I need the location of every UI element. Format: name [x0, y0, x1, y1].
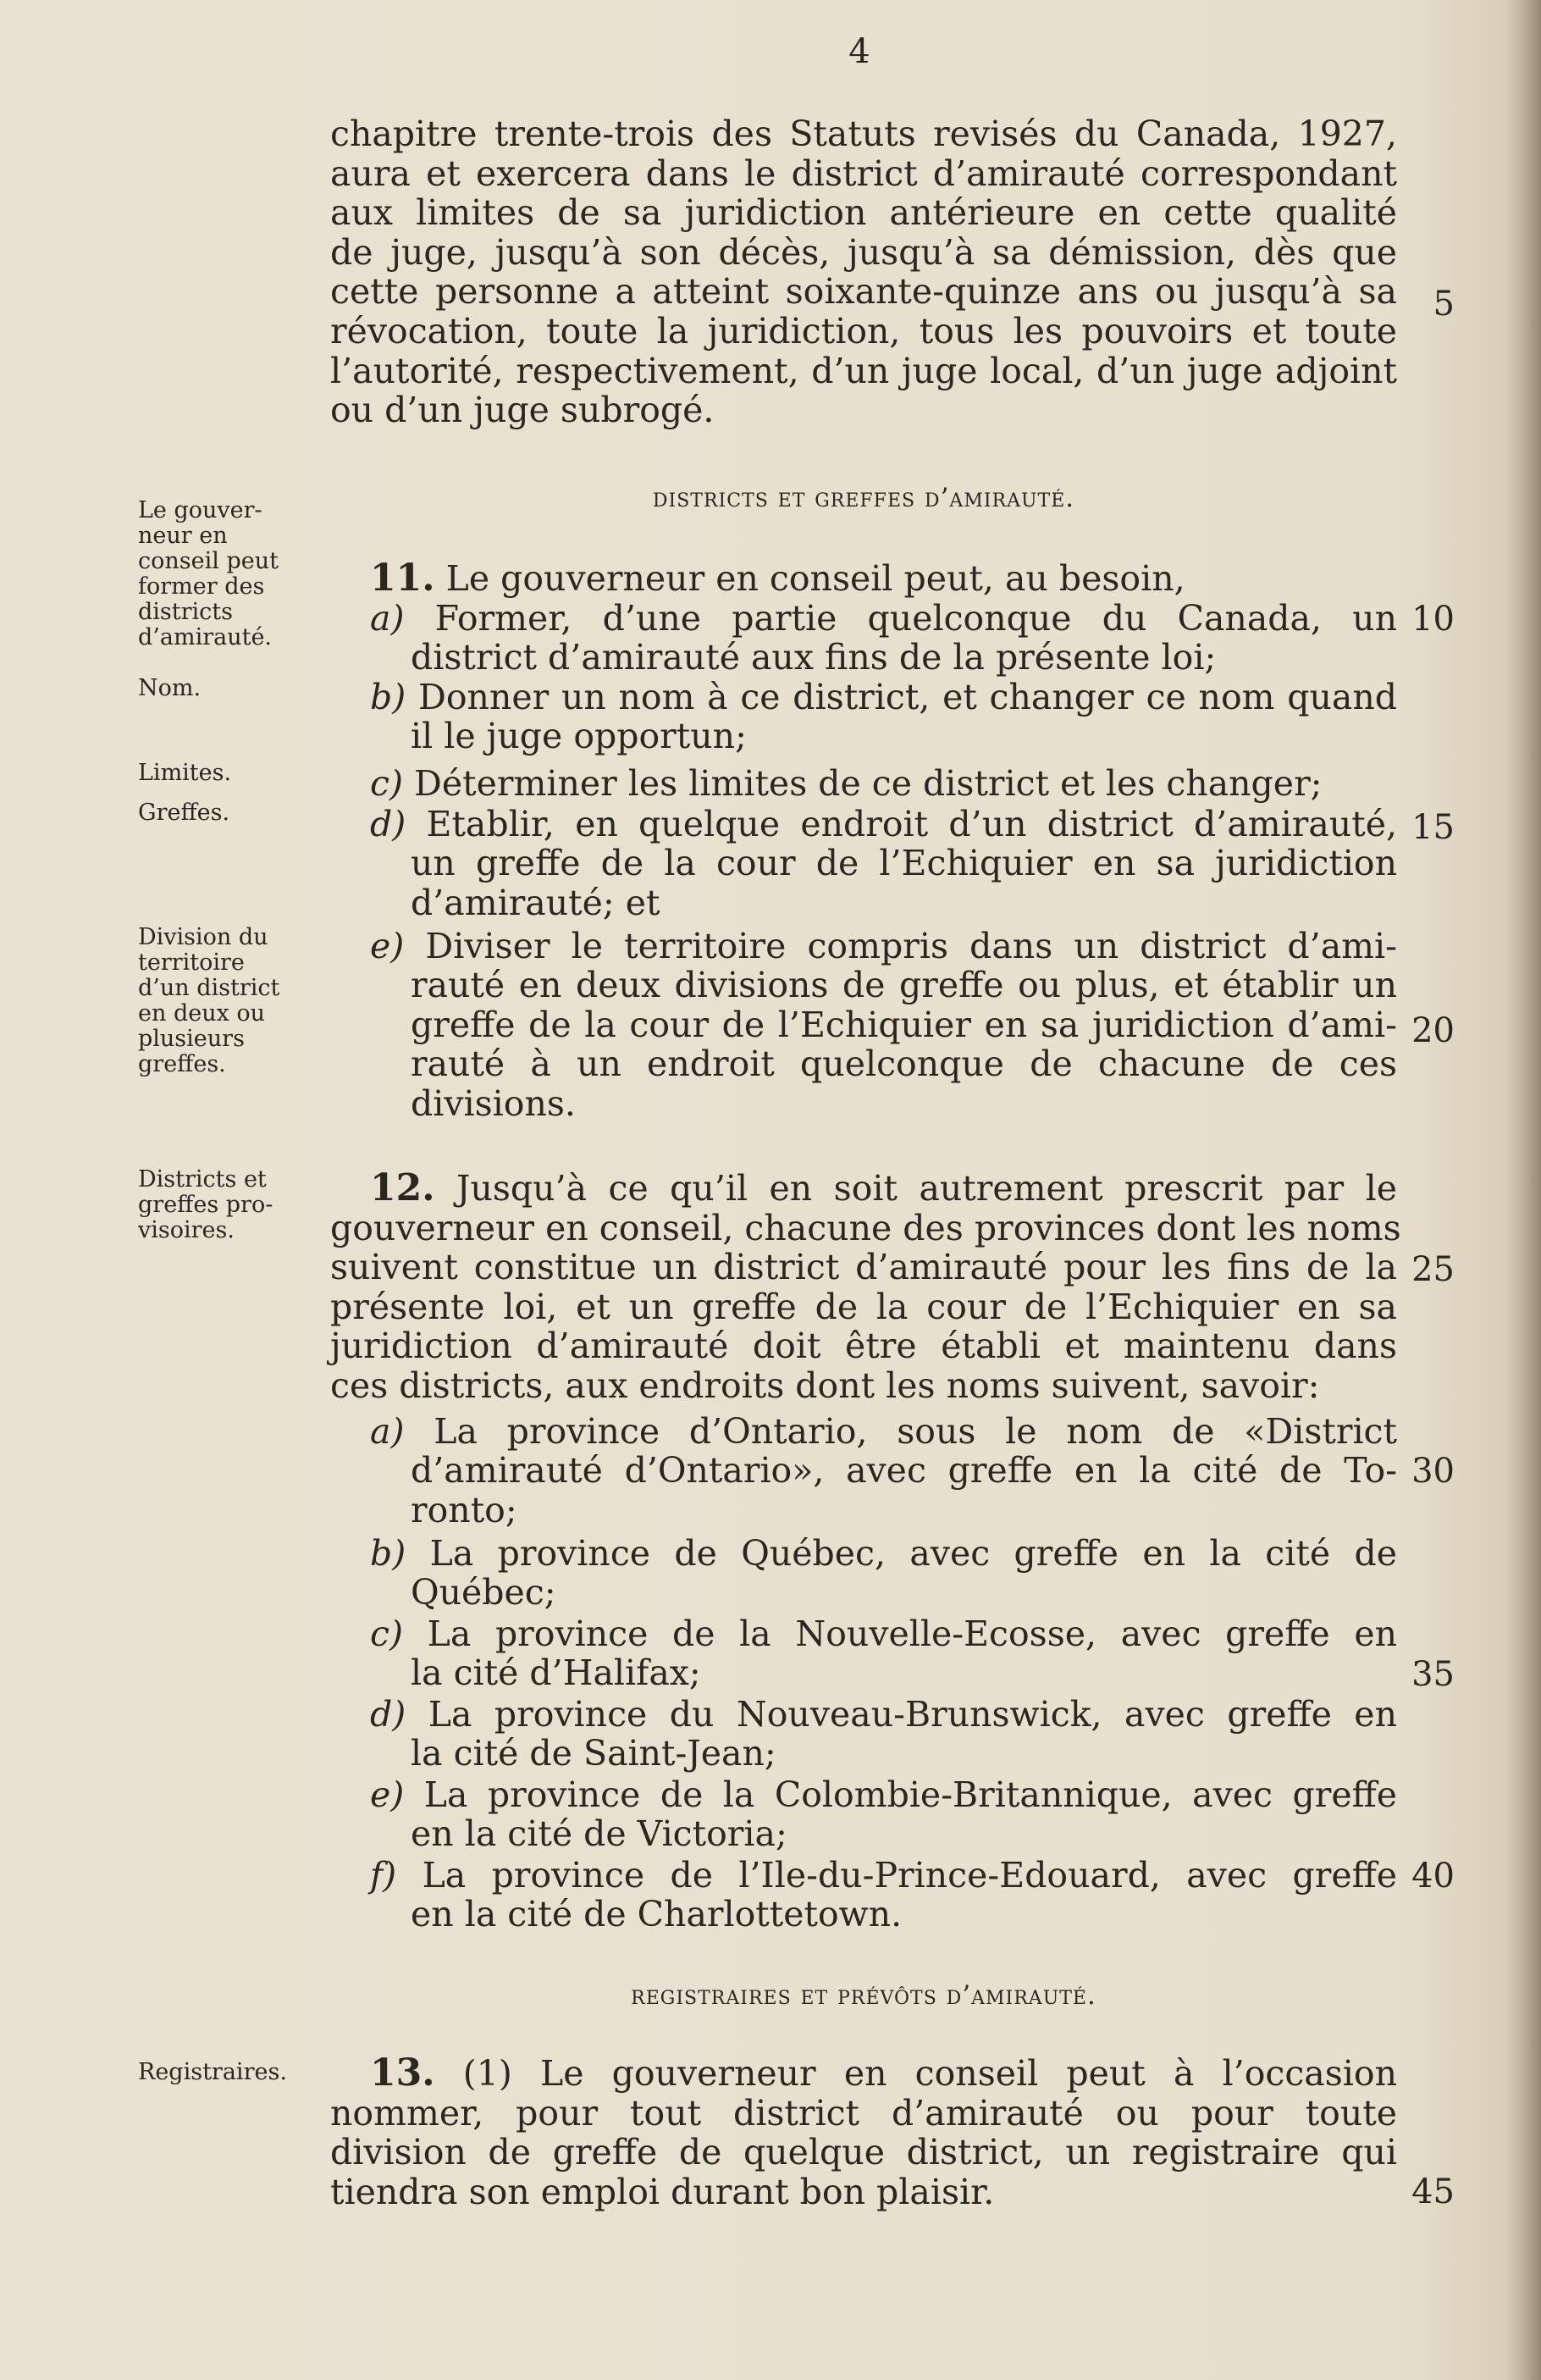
line-number: 5 — [1433, 285, 1455, 324]
page-edge-shadow — [1507, 0, 1541, 2380]
top-paragraph — [330, 114, 1397, 430]
section-number: 13. — [370, 2051, 435, 2095]
section-heading-registraires: registraires et prévôts d’amirauté. — [631, 1980, 1096, 2011]
text-line: ou d’un juge subrogé. — [330, 390, 715, 431]
line-number: 45 — [1411, 2172, 1455, 2211]
line-number: 40 — [1411, 1857, 1455, 1896]
section-12: 12. Jusqu’à ce qu’il en soit autrement prescrit par le gouverneur en conseil, chacune des provinces dont les noms suivent constitue un district d’amirauté pour les fins de la présente loi, et un greffe de la cour de l’Echiquier en sa juridiction d’amirauté doit être établi et maintenu dans ces districts, aux endroits dont les noms suivent, savoir: — [330, 1166, 1401, 1406]
margin-note-limites: Limites. — [138, 760, 232, 786]
page-number: 4 — [848, 32, 870, 71]
section-11-intro: 11. Le gouverneur en conseil peut, au besoin, — [370, 556, 1185, 600]
line-number: 10 — [1411, 600, 1455, 639]
text-line: cette personne a atteint soixante-quinze ans ou jusqu’à sa — [330, 271, 1397, 313]
section-11-items: a) Former, d’une partie quelconque du Canada, un — [370, 598, 1397, 639]
section-number: 12. — [370, 1166, 435, 1209]
text-line: de juge, jusqu’à son décès, jusqu’à sa démission, dès que — [330, 231, 1397, 273]
margin-note-division: Division du territoire d’un district en deux ou plusieurs greffes. — [138, 924, 280, 1077]
text-line: aura et exercera dans le district d’amirauté correspondant — [330, 152, 1397, 194]
line-number: 25 — [1411, 1250, 1455, 1289]
margin-note-registraires: Registraires. — [138, 2059, 287, 2085]
line-number: 30 — [1411, 1452, 1455, 1491]
text-line: chapitre trente-trois des Statuts revisés du Canada, 1927, — [330, 113, 1397, 154]
section-13: 13. (1) Le gouverneur en conseil peut à l’occasion nommer, pour tout district d’amirauté ou pour toute division de greffe de quelque district, un registraire qui tiendra son emploi durant bon plaisir. — [330, 2051, 1397, 2212]
text-line: l’autorité, respectivement, d’un juge local, d’un juge adjoint — [330, 350, 1397, 391]
margin-note-former-districts: Le gouver- neur en conseil peut former des districts d’amirauté. — [138, 497, 279, 650]
section-number: 11. — [370, 556, 435, 600]
text-line: aux limites de sa juridiction antérieure en cette qualité — [330, 192, 1397, 234]
line-number: 20 — [1411, 1011, 1455, 1050]
text-line: révocation, toute la juridiction, tous les pouvoirs et toute — [330, 310, 1397, 351]
section-heading-districts: districts et greffes d’amirauté. — [652, 483, 1075, 513]
margin-note-provisoires: Districts et greffes pro- visoires. — [138, 1166, 273, 1243]
line-number: 35 — [1411, 1655, 1455, 1694]
line-number: 15 — [1411, 808, 1455, 847]
margin-note-greffes: Greffes. — [138, 800, 230, 826]
margin-note-nom: Nom. — [138, 675, 202, 701]
